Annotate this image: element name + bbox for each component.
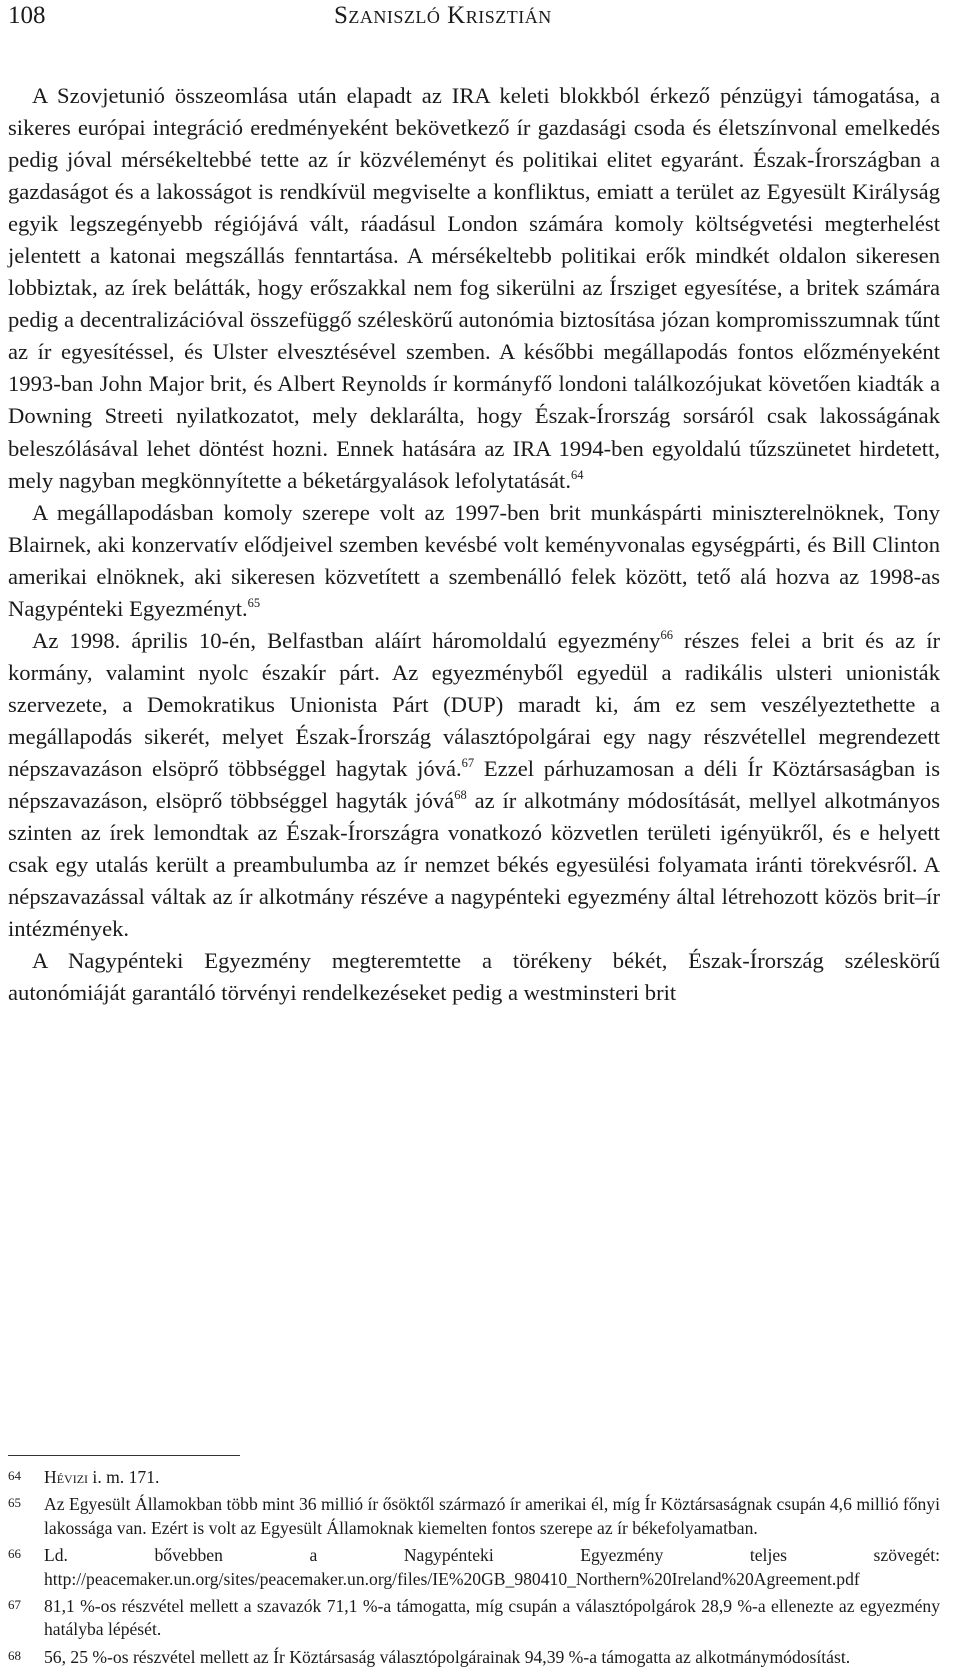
footnote [8, 1466, 940, 1489]
footnote-number: 66 [8, 1546, 21, 1562]
footnote-reference: 64 [570, 467, 584, 482]
footnote-text [44, 1646, 940, 1669]
footnote [8, 1646, 940, 1669]
text-run: részes felei a brit és az ír kormány, valamint nyolc északír párt. Az egyezményből egyedül a radikális ulsteri unionisták szervezete, a Demokratikus Unionista Párt (DUP) maradt ki, ám ez sem veszélyeztethette a megállapodás sikerét, melyet Észak-Írország választópolgárai egy nagy részvétellel megrendezett népszavazáson elsöprő többséggel hagytak jóvá. [8, 627, 940, 781]
text-run: 81,1 %-os részvétel mellett a szavazók 71,1 %-a támogatta, míg csupán a választópolgárok 28,9 %-a ellenezte az egyezmény hatályba lépését. [44, 1596, 940, 1640]
footnotes [8, 1466, 940, 1673]
footnote-text [44, 1544, 940, 1591]
footnote-reference: 66 [660, 627, 673, 642]
footnote-reference: 67 [461, 755, 475, 770]
running-head: Szaniszló Krisztián [334, 2, 552, 29]
page-number: 108 [8, 2, 46, 29]
footnote-text [44, 1595, 940, 1642]
text-run: A Nagypénteki Egyezmény megteremtette a törékeny békét, Észak-Írország széleskörű autonómiáját garantáló törvényi rendelkezéseket pedig a westminsteri brit [8, 948, 940, 1006]
footnote-number: 64 [8, 1468, 21, 1483]
text-run: Ezzel párhuzamosan a déli Ír Köztársaságban is népszavazáson, elsöprő többséggel hagyták jóvá [8, 755, 940, 814]
main-text [8, 80, 940, 1009]
text-run: i. m. 171. [88, 1467, 160, 1487]
footnote-text [44, 1493, 940, 1540]
paragraph [8, 625, 940, 945]
text-run: Az 1998. április 10-én, Belfastban aláírt háromoldalú egyezmény [32, 627, 661, 653]
footnote [8, 1493, 940, 1540]
footnote-divider [8, 1455, 240, 1456]
paragraph [8, 497, 940, 625]
text-run: Ld. bővebben a Nagypénteki Egyezmény teljes szövegét: http://peacemaker.un.org/sites/peacemaker.un.org/files/IE%20GB_980410_Northern%20Ireland%20Agreement.pdf [44, 1545, 940, 1589]
footnote [8, 1544, 940, 1591]
footnote [8, 1595, 940, 1642]
text-run: A Szovjetunió összeomlása után elapadt az IRA keleti blokkból érkező pénzügyi támogatása, a sikeres európai integráció eredményeként bekövetkező ír gazdasági csoda és életszínvonal emelkedés pedig jóval mérsékeltebbé tette az ír közvéleményt és politikai elitet egyaránt. Észak-Írországban a gazdaságot és a lakosságot is rendkívül megviselte a konfliktus, emiatt a terület az Egyesült Királyság egyik legszegényebb régiójává vált, ráadásul London számára komoly költségvetési megterhelést jelentett a katonai megszállás fenntartása. A mérsékeltebb politikai erők mindkét oldalon sikeresen lobbiztak, az írek belátták, hogy erőszakkal nem fog sikerülni az Írsziget egyesítése, a britek számára pedig a decentralizációval összefüggő széleskörű autonómia biztosítása józan kompromisszumnak tűnt az ír egyesítéssel, és Ulster elvesztésével szemben. A későbbi megállapodás fontos előzményeként 1993-ban John Major brit, és Albert Reynolds ír kormányfő londoni találkozójukat követően kiadták a Downing Streeti nyilatkozatot, mely deklarálta, hogy Észak-Írország sorsáról csak lakosságának beleszólásával lehet döntést hozni. Ennek hatására az IRA 1994-ben egyoldalú tűzszünetet hirdetett, mely nagyban megkönnyítette a béketárgyalások lefolytatását. [8, 83, 940, 493]
paragraph [8, 80, 940, 497]
footnote-number: 68 [8, 1647, 21, 1663]
author-name: Hévizi [44, 1467, 89, 1487]
footnote-reference: 65 [247, 595, 261, 610]
text-run: A megállapodásban komoly szerepe volt az 1997-ben brit munkáspárti miniszterelnöknek, Tony Blairnek, aki konzervatív elődjeivel szemben kevésbé volt keményvonalas egységpárti, és Bill Clinton amerikai elnöknek, aki sikeresen közvetített a szembenálló felek között, tető alá hozva az 1998-as Nagypénteki Egyezményt. [8, 499, 940, 621]
text-run: 56, 25 %-os részvétel mellett az Ír Köztársaság választópolgárainak 94,39 %-a támogatta az alkotmánymódosítást. [44, 1646, 851, 1667]
footnote-text [44, 1466, 940, 1489]
paragraph [8, 945, 940, 1009]
footnote-reference: 68 [454, 788, 467, 803]
text-run: az ír alkotmány módosítását, mellyel alkotmányos szinten az írek lemondtak az Észak-Írországra vonatkozó közvetlen területi igényükről, és e helyett csak egy utalás került a preambulumba az ír nemzet békés egyesülési folyamata iránti törekvésről. A népszavazással váltak az ír alkotmány részéve a nagypénteki egyezmény által létrehozott közös brit–ír intézmények. [8, 788, 940, 942]
footnote-number: 67 [8, 1597, 21, 1613]
footnote-number: 65 [8, 1495, 21, 1511]
text-run: Az Egyesült Államokban több mint 36 millió ír ősöktől származó ír amerikai él, míg Ír Köztársaságnak csupán 4,6 millió főnyi lakossága van. Ezért is volt az Egyesült Államoknak kiemelten fontos szerepe az ír békefolyamatban. [44, 1494, 940, 1538]
